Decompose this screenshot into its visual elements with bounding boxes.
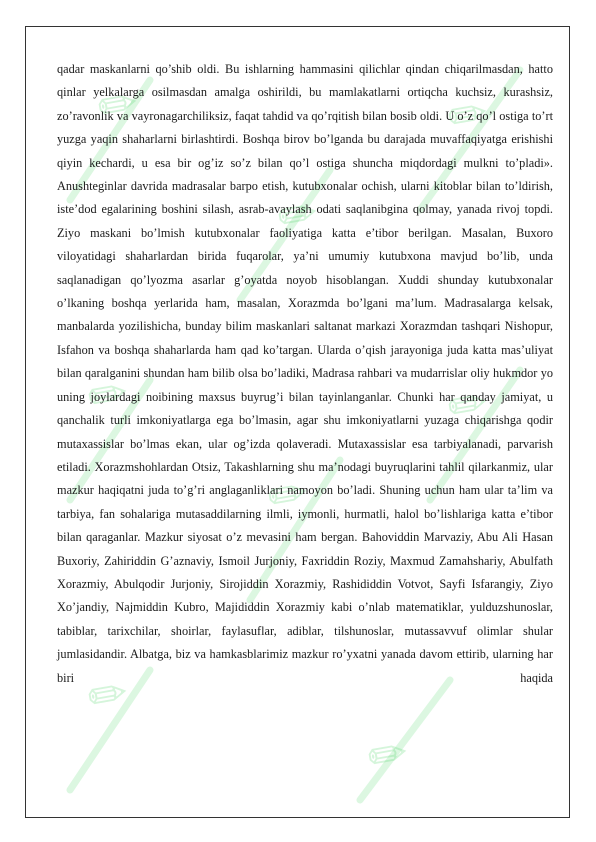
document-body (57, 58, 553, 690)
svg-text:✎: ✎ (264, 183, 332, 247)
svg-text:✎: ✎ (434, 83, 502, 147)
svg-text:✎: ✎ (74, 363, 142, 427)
svg-text:✎: ✎ (354, 723, 422, 787)
svg-text:✎: ✎ (84, 73, 152, 137)
svg-text:✎: ✎ (254, 463, 322, 527)
body-paragraph: qadar maskanlarni qo’shib oldi. Bu ishlarning hammasini qilichlar qindan chiqarilmasdan, hatto qinlar yelkalarga osilmasdan amalga oshirildi, bu mamlakatlarni ortiqcha kuchsiz, kurashsiz, zo’ravonlik va vayronagarchiliksiz, faqat tahdid va qo’rqitish bilan bosib oldi. U o’z qo’l ostiga to’rt yuzga yaqin shaharlarni birlashtirdi. Boshqa birov bo’lganda bu darajada muvaffaqiyatga erishishi qiyin kechardi, u esa bir og’iz so’z bilan qo’l ostiga shuncha miqdordagi mulkni to’pladi». Anushteginlar davrida madrasalar barpo etish, kutubxonalar ochish, ularni kitoblar bilan to’ldirish, iste’dod egalarining boshini silash, asrab-avaylash odati saqlanibgina qolmay, yanada rivoj topdi. Ziyo maskani bo’lmish kutubxonalar faoliyatiga katta e’tibor berilgan. Masalan, Buxoro viloyatidagi shaharlardan birida fuqarolar, ya’ni umumiy kutubxona mavjud bo’lib, unda saqlanadigan qo’lyozma asarlar g’oyatda noyob hisoblangan. Xuddi shunday kutubxonalar o’lkaning boshqa yerlarida ham, masalan, Xorazmda bo’lgani ma’lum. Madrasalarga kelsak, manbalarda yozilishicha, bunday bilim maskanlari saltanat markazi Xorazmdan tashqari Nishopur, Isfahon va boshqa shaharlarda ham qad ko’targan. Ularda o’qish jarayoniga juda katta mas’uliyat bilan qaralganini shundan ham bilib olsa bo’ladiki, Madrasa rahbari va mudarrislar oliy hukmdor yo uning joylardagi noibining maxsus buyrug’i bilan tayinlanganlar. Chunki har qanday jamiyat, u qanchalik turli imkoniyatlarga ega bo’lmasin, agar shu imkoniyatlarni yuzaga chiqarishga qodir mutaxassislar bo’lmas ekan, ular og’izda qolaveradi. Mutaxassislar esa tarbiyalanadi, parvarish etiladi. Xorazmshohlardan Otsiz, Takashlarning shu ma’nodagi buyruqlarini tahlil qilarkanmiz, ular mazkur haqiqatni juda to’g’ri anglaganliklari namoyon bo’ladi. Shuning uchun ham ular ta’lim va tarbiya, fan sohalariga mutasaddilarning ilmli, iymonli, hurmatli, halol bo’lishlariga katta e’tibor bilan qaraganlar. Mazkur siyosat o’z mevasini ham bergan. Bahoviddin Marvaziy, Abu Ali Hasan Buxoriy, Zahiriddin G’aznaviy, Ismoil Jurjoniy, Faxriddin Roziy, Maxmud Zamahshariy, Abulfath Xorazmiy, Abulqodir Jurjoniy, Sirojiddin Xorazmiy, Rashididdin Votvot, Sayfi Isfarangiy, Ziyo Xo’jandiy, Najmiddin Kubro, Majididdin Xorazmiy kabi o’nlab matematiklar, yulduzshunoslar, tabiblar, tarixchilar, shoirlar, faylasuflar, adiblar, tilshunoslar, mutassavvuf olimlar shular jumlasidandir. Albatga, biz va hamkasblarimiz mazkur ro’yxatni yanada davom ettirib, ularning har biri haqida (57, 62, 553, 685)
svg-text:✎: ✎ (74, 663, 142, 727)
svg-text:✎: ✎ (434, 373, 502, 437)
